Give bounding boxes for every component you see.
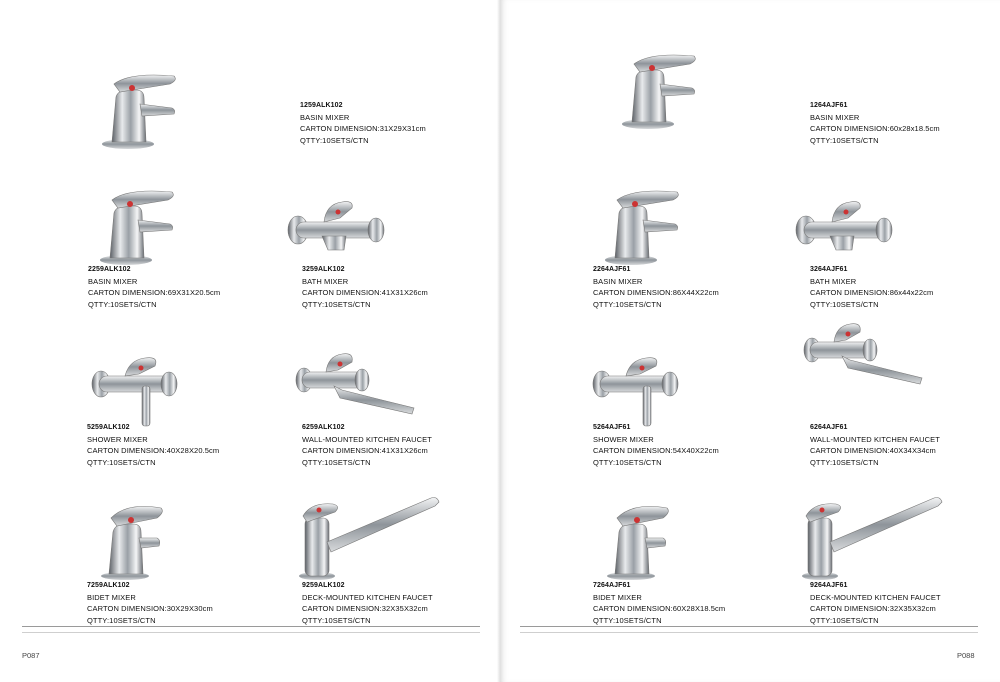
product-name: BASIN MIXER — [88, 276, 138, 286]
quantity-per-carton: QTTY:10SETS/CTN — [810, 457, 879, 467]
shower-mixer-icon — [588, 340, 778, 426]
product-name: BASIN MIXER — [810, 112, 860, 122]
quantity-per-carton: QTTY:10SETS/CTN — [810, 299, 879, 309]
product-info — [593, 580, 725, 626]
quantity-per-carton: QTTY:10SETS/CTN — [593, 299, 662, 309]
carton-dimension: CARTON DIMENSION:54X40X22cm — [593, 446, 719, 455]
product-info — [302, 580, 433, 626]
quantity-per-carton: QTTY:10SETS/CTN — [593, 457, 662, 467]
product-code: 1259ALK102 — [300, 102, 343, 109]
bidet-mixer-icon — [593, 492, 783, 578]
product-code: 6259ALK102 — [302, 424, 345, 431]
page-number: P087 — [22, 651, 40, 660]
carton-dimension: CARTON DIMENSION:32X35X32cm — [810, 604, 936, 613]
carton-dimension: CARTON DIMENSION:69X31X20.5cm — [88, 288, 221, 297]
carton-dimension: CARTON DIMENSION:32X35X32cm — [302, 604, 428, 613]
product-code: 2259ALK102 — [88, 266, 131, 273]
product-code: 7264AJF61 — [593, 582, 631, 589]
product-info — [593, 264, 719, 310]
product-name: BASIN MIXER — [300, 112, 350, 122]
product-info — [300, 100, 426, 146]
product-name: DECK-MOUNTED KITCHEN FAUCET — [302, 592, 433, 602]
product-info — [593, 422, 719, 468]
bidet-mixer-icon — [87, 492, 277, 578]
carton-dimension: CARTON DIMENSION:86x44x22cm — [810, 288, 934, 297]
quantity-per-carton: QTTY:10SETS/CTN — [302, 299, 371, 309]
carton-dimension: CARTON DIMENSION:41X31X26cm — [302, 446, 428, 455]
footer-rule-secondary — [22, 632, 480, 633]
basin-mixer-icon — [90, 62, 280, 148]
product-name: SHOWER MIXER — [87, 434, 148, 444]
carton-dimension: CARTON DIMENSION:41X31X26cm — [302, 288, 428, 297]
product-info — [87, 422, 219, 468]
product-info — [87, 580, 213, 626]
carton-dimension: CARTON DIMENSION:60X28X18.5cm — [593, 604, 726, 613]
product-name: BIDET MIXER — [593, 592, 642, 602]
footer-rule — [520, 626, 978, 627]
basin-mixer-icon — [610, 42, 800, 128]
deck-kitchen-faucet-icon — [297, 492, 487, 578]
product-code: 2264AJF61 — [593, 266, 631, 273]
quantity-per-carton: QTTY:10SETS/CTN — [593, 615, 662, 625]
carton-dimension: CARTON DIMENSION:86X44X22cm — [593, 288, 719, 297]
quantity-per-carton: QTTY:10SETS/CTN — [302, 457, 371, 467]
quantity-per-carton: QTTY:10SETS/CTN — [87, 457, 156, 467]
product-code: 5264AJF61 — [593, 424, 631, 431]
carton-dimension: CARTON DIMENSION:31X29X31cm — [300, 124, 426, 133]
product-name: DECK-MOUNTED KITCHEN FAUCET — [810, 592, 941, 602]
product-name: SHOWER MIXER — [593, 434, 654, 444]
product-code: 6264AJF61 — [810, 424, 848, 431]
product-code: 9264AJF61 — [810, 582, 848, 589]
product-name: BATH MIXER — [810, 276, 857, 286]
quantity-per-carton: QTTY:10SETS/CTN — [810, 135, 879, 145]
product-info — [810, 422, 940, 468]
product-name: WALL-MOUNTED KITCHEN FAUCET — [302, 434, 432, 444]
product-info — [810, 580, 941, 626]
footer-rule-secondary — [520, 632, 978, 633]
carton-dimension: CARTON DIMENSION:40X34X34cm — [810, 446, 936, 455]
quantity-per-carton: QTTY:10SETS/CTN — [87, 615, 156, 625]
product-name: BIDET MIXER — [87, 592, 136, 602]
footer-rule — [22, 626, 480, 627]
quantity-per-carton: QTTY:10SETS/CTN — [300, 135, 369, 145]
product-code: 5259ALK102 — [87, 424, 130, 431]
product-name: BATH MIXER — [302, 276, 349, 286]
product-code: 3264AJF61 — [810, 266, 848, 273]
product-info — [88, 264, 220, 310]
shower-mixer-icon — [87, 340, 277, 426]
carton-dimension: CARTON DIMENSION:40X28X20.5cm — [87, 446, 220, 455]
deck-kitchen-faucet-icon — [800, 492, 990, 578]
quantity-per-carton: QTTY:10SETS/CTN — [810, 615, 879, 625]
basin-mixer-icon — [593, 178, 783, 264]
product-code: 3259ALK102 — [302, 266, 345, 273]
quantity-per-carton: QTTY:10SETS/CTN — [88, 299, 157, 309]
product-info — [810, 264, 933, 310]
product-info — [302, 422, 432, 468]
product-code: 9259ALK102 — [302, 582, 345, 589]
bath-mixer-icon — [282, 178, 472, 264]
basin-mixer-icon — [88, 178, 278, 264]
product-code: 7259ALK102 — [87, 582, 130, 589]
product-info — [810, 100, 940, 146]
product-name: BASIN MIXER — [593, 276, 643, 286]
bath-mixer-icon — [790, 178, 980, 264]
product-code: 1264AJF61 — [810, 102, 848, 109]
wall-kitchen-faucet-icon — [800, 310, 990, 396]
product-name: WALL-MOUNTED KITCHEN FAUCET — [810, 434, 940, 444]
carton-dimension: CARTON DIMENSION:60x28x18.5cm — [810, 124, 940, 133]
carton-dimension: CARTON DIMENSION:30X29X30cm — [87, 604, 213, 613]
page-number: P088 — [957, 651, 975, 660]
wall-kitchen-faucet-icon — [292, 340, 482, 426]
product-info — [302, 264, 428, 310]
quantity-per-carton: QTTY:10SETS/CTN — [302, 615, 371, 625]
